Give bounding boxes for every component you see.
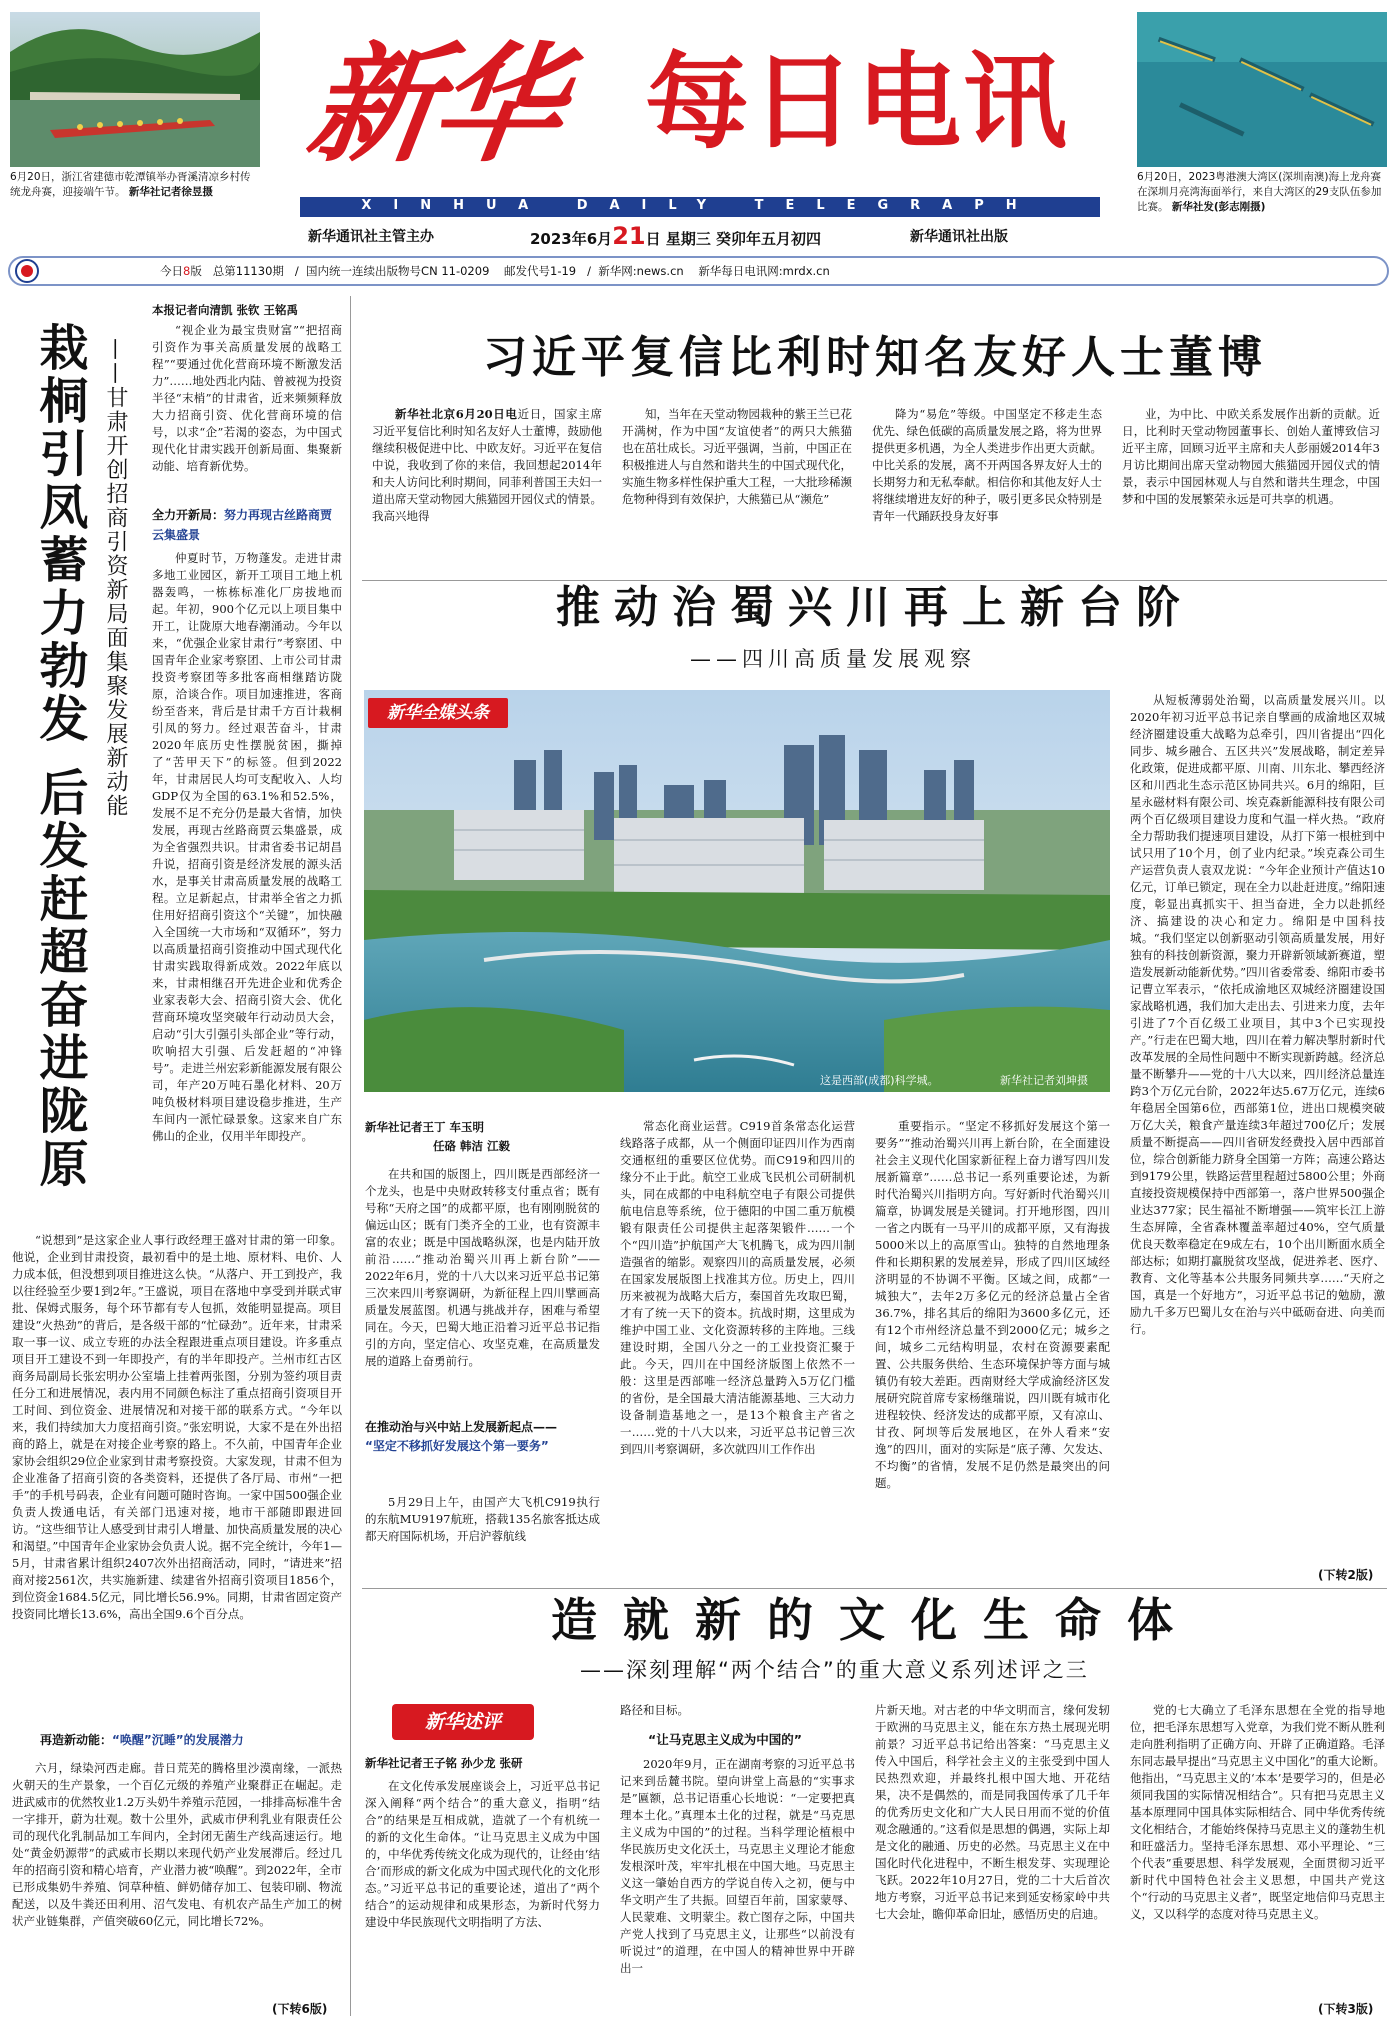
left-story-title: 栽桐引凤蓄力勃发 后发赶超奋进陇原	[32, 322, 90, 1192]
date-prefix: 2023年6月	[530, 230, 613, 248]
logo-english-band: XINHUA DAILY TELEGRAPH	[300, 197, 1100, 217]
left-section2-label: 再造新动能：	[40, 1733, 113, 1747]
cn-number: 国内统一连续出版物号CN 11-0209	[306, 264, 490, 278]
publisher-label: 新华通讯社出版	[910, 229, 1008, 245]
culture-col1-text: 在文化传承发展座谈会上，习近平总书记深入阐释“两个结合”的重大意义，指明“结合”的结果是互相成就，造就了一个有机统一的新的文化生命体。“让马克思主义成为中国的，中华优秀传统文化成为现代的，让经由‘结合’而形成的新文化成为中国式现代化的文化形态。”习近平总书记的重要论述，道出了“两个结合”的运动规律和成果形态，为新时代努力建设中华民族现代文明指明了方法、	[365, 1779, 600, 1929]
date-suffix: 日 星期三 癸卯年五月初四	[645, 230, 822, 248]
culture-col2	[620, 1756, 855, 2014]
culture-jump: (下转3版)	[1318, 2002, 1374, 2016]
left-col1	[152, 322, 342, 502]
sichuan-col1b-text: 5月29日上午，由国产大飞机C919执行的东航MU9197航班，搭载135名旅客抵达成都天府国际机场，开启沪蓉航线	[365, 1495, 600, 1543]
sichuan-col1b	[365, 1494, 600, 1582]
top-col4	[1122, 406, 1380, 576]
newspaper-logo	[300, 20, 1100, 195]
xinhua-emblem-icon	[14, 259, 40, 283]
left-photo-caption	[10, 170, 260, 200]
logo-title: 每日电讯	[645, 41, 1070, 163]
postal-code: 邮发代号1-19	[504, 264, 577, 278]
sichuan-col4-text: 从短板薄弱处治蜀，以高质量发展兴川。以2020年初习近平总书记亲自擘画的成渝地区双城经济圈建设重大战略为总牵引，四川省提出“四化同步、城乡融合、五区共兴”发展战略，制定差异化政策，促进成都平原、川南、川东北、攀西经济区和川西北生态示范区协同共兴。6月的绵阳，巨星永磁材料有限公司、埃克森新能源科技有限公司两个百亿级项目建设力度和气温一样火热。“政府全力帮助我们提速项目建设，从打下第一根桩到中试只用了10个月，创了业内纪录。”埃克森公司生产运营负责人袁双龙说：“今年企业预计产值达10亿元，订单已锁定，现在全力以赴赶进度。”绵阳速度，彰显出真抓实干、担当奋进，全力以赴抓经济、搞建设的决心和定力。绵阳是中国科技城。“我们坚定以创新驱动引领高质量发展，用好独有的科技创新资源，聚力开辟新领域新赛道，塑造发展新动能新优势。”四川省委常委、绵阳市委书记曹立军表示，“依托成渝地区双城经济圈建设国家战略机遇，我们加大走出去、引进来力度，去年引进了7个百亿级工业项目，其中3个已实现投产。”行走在巴蜀大地，四川在着力解决掣肘新时代改革发展的全局性问题中不断实现新跨越。经济总量不断攀升——党的十八大以来，四川经济总量连跨3个万亿元台阶，2022年达5.67万亿元，连续6年稳居全国第6位，西部第1位，进出口规模突破万亿大关，粮食产量连续3年超过700亿斤；发展质量不断提高——四川省研发经费投入居中西部首位，综合创新能力跻身全国第一方阵；高速公路达到9179公里，铁路运营里程超过5800公里；外商直接投资规模保持中西部第一，落户世界500强企业达377家；民生福祉不断增强——筑牢长江上游生态屏障，全省森林覆盖率超过40%，空气质量优良天数率稳定在9成左右，10个出川断面水质全部达标；如期打赢脱贫攻坚战，促进养老、医疗、教育、文化等基本公共服务同频共享……“天府之国，真是一个好地方”，习近平总书记的勉励，激励九千多万巴蜀儿女在治与兴中砥砺奋进、向美而行。	[1130, 693, 1385, 1336]
culture-title: 造就新的文化生命体	[551, 1593, 1199, 1647]
issue-date	[530, 222, 821, 250]
left-caption-text: 6月20日，浙江省建德市乾潭镇举办胥溪清凉乡村传统龙舟赛，迎接端午节。	[10, 171, 251, 198]
culture-col4	[1130, 1702, 1385, 1998]
sichuan-col3-text: 重要指示。“坚定不移抓好发展这个第一要务”“推动治蜀兴川再上新台阶，在全面建设社会主义现代化国家新征程上奋力谱写四川发展新篇章”……总书记一系列重要论述，为新时代治蜀兴川指明方向。写好新时代治蜀兴川篇章，协调发展是关键词。打开地形图，四川一省之内既有一马平川的成都平原，又有海拔5000米以上的高原雪山。独特的自然地理条件和长期积累的发展差异，形成了四川区域经济明显的不协调不平衡。区域之间，成都“一城独大”，去年2万多亿元的经济总量占全省36.7%，排名其后的绵阳为3600多亿元，还有12个市州经济总量不到2000亿元；城乡之间，城乡二元结构明显，农村在资源要素配置、公共服务供给、生态环境保护等方面与城镇仍有较大差距。西南财经大学成渝经济区发展研究院首席专家杨继瑞说，四川既有城市化进程较快、经济发达的成都平原，又有凉山、甘孜、阿坝等后发展地区，在外人看来“安逸”的四川，面对的实际是“底子薄、欠发达、不均衡”的省情，发展不足仍然是最突出的问题。	[875, 1119, 1110, 1490]
culture-byline: 新华社记者王子铭 孙少龙 张研	[365, 1756, 523, 1770]
today-pages: 8	[183, 264, 191, 278]
sichuan-science-city-photo	[364, 690, 1110, 1092]
top-col1	[372, 406, 602, 576]
sichuan-col1	[365, 1166, 600, 1412]
culture-col3	[875, 1702, 1110, 2014]
top-col1-text: 近日，国家主席习近平复信比利时知名友好人士董博，鼓励他继续积极促进中比、中欧友好。习近平在复信中说，我收到了你的来信，我回想起2014年和夫人访问比利时期间，同菲利普国王夫妇一道出席天堂动物园大熊猫园开园仪式的情景。我高兴地得	[372, 407, 602, 523]
culture-col2-text: 2020年9月，正在湖南考察的习近平总书记来到岳麓书院。望向讲堂上高悬的“实事求是”匾额，总书记语重心长地说：“一定要把真理本土化。”真理本土化的过程，就是“马克思主义成为中国的”的过程。当科学理论植根中华民族历史文化沃土，马克思主义理论才能愈发根深叶茂，牢牢扎根在中国大地。马克思主义这一肇始自西方的学说自传入之初，便与中华文明产生了共振。回望百年前，国家蒙辱、人民蒙难、文明蒙尘。救亡图存之际，中国共产党人找到了马克思主义，让那些“以前没有听说过”的道理，在中国人的精神世界中开辟出一	[620, 1757, 855, 1975]
sichuan-byline	[365, 1118, 510, 1156]
sichuan-jump: (下转2版)	[1318, 1568, 1374, 1582]
logo-calligraphy: 新华	[299, 30, 569, 180]
info-bar	[8, 256, 1389, 286]
top-dateline: 新华社北京6月20日电	[395, 407, 518, 421]
culture-tag: 新华述评	[392, 1704, 534, 1740]
left-col3	[12, 1232, 342, 1722]
left-col2-text: 仲夏时节，万物蓬发。走进甘肃多地工业园区，新开工项目工地上机器轰鸣，一栋栋标准化厂房拔地而起。年初，900个亿元以上项目集中开工，让陇原大地春潮涌动。今年以来，“优强企业家甘肃行”考察团、中国青年企业家考察团、上市公司甘肃投资考察团等多批客商相继踏访陇原，洽谈合作。项目加速推进，客商纷至沓来，背后是甘肃千方百计栽桐引凤的努力。经过艰苦奋斗，甘肃2020年底历史性摆脱贫困，撕掉了“苦甲天下”的标签。但到2022年，甘肃居民人均可支配收入、人均GDP仅为全国的63.1%和52.5%，发展不足不充分仍是最大省情，加快发展，再现古丝路商贾云集盛景，成为全省强烈共识。甘肃省委书记胡昌升说，招商引资是经济发展的源头活水，是事关甘肃高质量发展的战略工程。立足新起点，甘肃举全省之力抓住用好招商引资这个“关键”，加快融入全国统一大市场和“双循环”，努力以高质量招商引资推动中国式现代化甘肃实践取得新成效。2022年底以来，甘肃相继召开先进企业和优秀企业家表彰大会、招商引资大会、优化营商环境攻坚突破年行动动员大会，启动“引大引强引头部企业”等行动，吹响招大引强、后发赶超的“冲锋号”。走进兰州宏彩新能源发展有限公司，年产20万吨石墨化材料、20万吨负极材料项目建设稳步推进，生产车间内一派忙碌景象。这家来自广东佛山的企业，仅用半年即投产。	[152, 551, 342, 1143]
sichuan-sec-label: 在推动治与兴中站上发展新起点——	[365, 1420, 558, 1434]
left-section1-head	[152, 505, 342, 545]
top-col4-text: 业，为中比、中欧关系发展作出新的贡献。近日，比利时天堂动物园董事长、创始人董博致信习近平主席，回顾习近平主席和夫人彭丽媛2014年3月访比期间出席天堂动物园大熊猫园开园仪式的情景，表示中国园林观人与自然和谐共生理念，中国梦和中国的发展繁荣永远是可共享的机遇。	[1122, 407, 1380, 506]
photo-caption: 这是西部(成都)科学城。	[820, 1074, 939, 1087]
left-section2-sub: “唤醒”沉睡”的发展潜力	[112, 1733, 244, 1747]
culture-subtitle: ——深刻理解“两个结合”的重大意义系列述评之三	[580, 1658, 1089, 1682]
left-col1-text: “视企业为最宝贵财富”“把招商引资作为事关高质量发展的战略工程”“要通过优化营商环境不断激发活力”……地处西北内陆、曾被视为投资半径“末梢”的甘肃省，近来频频释放大力招商引资、优化营商环境的信号，以求“企”若渴的姿态，为中国式现代化甘肃实践开创新局面、集聚新动能、培育新优势。	[152, 323, 342, 473]
sichuan-sec-sub: “坚定不移抓好发展这个第一要务”	[365, 1439, 549, 1453]
culture-col2-head-text: 路径和目标。	[620, 1703, 689, 1717]
left-col2	[152, 550, 342, 1230]
sichuan-col4	[1130, 692, 1385, 1564]
sichuan-title: 推动治蜀兴川再上新台阶	[556, 582, 1194, 633]
host-label: 新华通讯社主管主办	[308, 229, 434, 245]
left-col3-text: “说想到”是这家企业人事行政经理王盛对甘肃的第一印象。他说，企业到甘肃投资，最初看中的是土地、原材料、电价、人力成本低，但没想到项目推进这么快。“从落户、开工到投产，我以往经验至少要1到2年。”王盛说，项目在落地中享受到并联式审批、保姆式服务，每个环节都有专人包抓，效能明显提高。项目建设“火热劲”的背后，是各级干部的“忙碌劲”。近年来，甘肃采取一事一议、成立专班的办法全程跟进重点项目建设。许多重点项目开工建设不到一年即投产，有的半年即投产。兰州市红古区商务局副局长张宏明办公室墙上挂着两张图，分别为签约项目责任分工和进展情况，表内用不同颜色标注了重点招商引资项目开工时间、到位资金、进展情况和对接干部的联系方式。“今年以来，我们持续加大力度招商引资。”张宏明说，大家不是在外出招商的路上，就是在对接企业考察的路上。不久前，中国青年企业家协会组织29位企业家到甘肃考察投资。大家发现，甘肃不但为企业准备了招商引资的各类资料，还提供了各厅局、市州“一把手”的手机号码表，企业有问题可随时咨询。一家中国500强企业负责人拨通电话，有关部门迅速对接，地市干部随即跟进回访。“这些细节让人感受到甘肃引人增量、加快高质量发展的决心和渴望。”中国青年企业家协会负责人说。据不完全统计，今年1—5月，甘肃省累计组织2407次外出招商活动，同时，“请进来”招商对接2561次，共实施新建、续建省外招商引资项目1856个，到位资金1684.5亿元，同比增长56.9%。同期，甘肃省固定资产投资同比增长13.6%，高出全国9.6个百分点。	[12, 1233, 342, 1621]
right-caption-text: 6月20日，2023粤港澳大湾区(深圳南澳)海上龙舟赛在深圳月亮湾海面举行，来自大湾区的29支队伍参加比赛。	[1137, 171, 1382, 213]
today-prefix: 今日	[160, 264, 183, 278]
left-jump: (下转6版)	[272, 2002, 328, 2016]
top-col3	[872, 406, 1102, 576]
right-photo-caption	[1137, 170, 1387, 215]
date-day: 21	[612, 222, 646, 250]
sichuan-subtitle: ——四川高质量发展观察	[690, 647, 976, 671]
culture-col1	[365, 1778, 600, 2014]
left-col4-text: 六月，绿染河西走廊。昔日荒芜的腾格里沙漠南缘，一派热火朝天的生产景象，一个百亿元级的养殖产业聚群正在崛起。走进武威市的优然牧业1.2万头奶牛养殖示范园，一排排高标准牛舍一字排开，蔚为壮观。数十公里外，武威市伊利乳业有限责任公司的现代化乳制品加工车间内，全封闭无菌生产线高速运行。地处“黄金奶源带”的武威市长期以来现代奶产业发展滞后。经过几年的招商引资和精心培育，产业潜力被“唤醒”。到2022年，全市已形成集奶牛养殖、饲草种植、鲜奶储存加工、包装印刷、物流配送，以及牛粪还田利用、沼气发电、有机农产品生产加工的树状产业链集群，产值突破60亿元，同比增长72%。	[12, 1761, 342, 1928]
left-section1-label: 全力开新局：	[152, 508, 225, 522]
sichuan-col2	[620, 1118, 855, 1582]
top-story-title: 习近平复信比利时知名友好人士董博	[483, 332, 1267, 383]
sichuan-divider	[362, 1588, 1387, 1589]
issue-number: 总第11130期	[212, 264, 284, 278]
sichuan-col1-text: 在共和国的版图上，四川既是西部经济一个龙头，也是中央财政转移支付重点省；既有号称“天府之国”的成都平原，也有刚刚脱贫的偏远山区；既有门类齐全的工业，也有资源丰富的农业；既是中国战略纵深，也是内陆开放前沿……“推动治蜀兴川再上新台阶”——2022年6月，党的十八大以来习近平总书记第三次来四川考察调研，为新征程上四川擘画高质量发展蓝图。机遇与挑战并存，困难与希望同在。今天，巴蜀大地正沿着习近平总书记指引的方向，坚定信心、攻坚克难，在高质量发展的道路上奋勇前行。	[365, 1167, 600, 1368]
right-caption-credit: 新华社发(彭志刚摄)	[1171, 201, 1266, 213]
left-section1-sub: 努力再现古丝路商贾云集盛景	[152, 508, 333, 542]
app-link[interactable]: 新华每日电讯网:mrdx.cn	[698, 264, 830, 278]
today-suffix: 版	[190, 264, 202, 278]
left-col4	[12, 1760, 342, 2000]
photo-credit: 新华社记者刘坤摄	[1000, 1074, 1088, 1087]
sichuan-tag: 新华全媒头条	[368, 698, 508, 728]
culture-col4-text: 党的七大确立了毛泽东思想在全党的指导地位，把毛泽东思想写入党章，为我们党不断从胜利走向胜利指明了正确方向、开辟了正确道路。毛泽东同志最早提出“马克思主义中国化”的重大论断。他指出，“马克思主义的‘本本’是要学习的，但是必须同我国的实际情况相结合”。只有把马克思主义基本原理同中国具体实际相结合、同中华优秀传统文化相结合，才能始终保持马克思主义的蓬勃生机和旺盛活力。坚持毛泽东思想、邓小平理论、“三个代表”重要思想、科学发展观，全面贯彻习近平新时代中国特色社会主义思想，中国共产党这个“行动的马克思主义者”，既坚定地信仰马克思主义，又以科学的态度对待马克思主义。	[1130, 1703, 1385, 1921]
left-byline: 本报记者向清凯 张钦 王铭禹	[152, 303, 299, 317]
sichuan-section-head	[365, 1418, 600, 1456]
sichuan-col2-text: 常态化商业运营。C919首条常态化运营线路落子成都，从一个侧面印证四川作为西南交通枢纽的重要区位优势。而C919和四川的缘分不止于此。航空工业成飞民机公司研制机头，同在成都的中电科航空电子有限公司提供航电信息等系统，位于德阳的中国二重万航模锻有限责任公司提供主起落架锻件……一个个“四川造”护航国产大飞机腾飞，成为四川制造强省的缩影。观察四川的高质量发展，必须在国家发展版图上找准其方位。历史上，四川历来被视为战略大后方，秦国首先攻取巴蜀，才有了统一天下的资本。抗战时期，这里成为维护中国工业、文化资源转移的主阵地。三线建设时期，全国八分之一的工业投资汇聚于此。今天，四川在中国经济版图上依然不一般：这里是西部唯一经济总量跨入5万亿门槛的省份，是全国最大清洁能源基地、三大动力设备制造基地之一，是13个粮食主产省之一……党的十八大以来，习近平总书记曾三次到四川考察调研，多次就四川工作作出	[620, 1119, 855, 1456]
culture-col2-section: “让马克思主义成为中国的”	[648, 1732, 802, 1747]
column-divider	[350, 296, 351, 2016]
left-section2-head	[40, 1730, 340, 1750]
sichuan-byline-1: 新华社记者王丁 车玉明	[365, 1120, 485, 1134]
culture-col2-head	[620, 1702, 855, 1722]
left-story-subtitle: ——甘肃开创招商引资新局面集聚发展新动能	[103, 338, 128, 818]
sichuan-byline-2: 任硌 韩洁 江毅	[433, 1139, 511, 1153]
left-dragonboat-photo	[10, 12, 260, 167]
left-caption-credit: 新华社记者徐昱摄	[128, 186, 213, 198]
top-col2-text: 知，当年在天堂动物园栽种的紫王兰已花开满树，作为中国“友谊使者”的两只大熊猫也在茁壮成长。习近平强调，当前，中国正在积极推进人与自然和谐共生的中国式现代化，实施生物多样性保护重大工程，一大批珍稀濒危物种得到有效保护，大熊猫已从“濒危”	[622, 407, 852, 506]
website-link[interactable]: 新华网:news.cn	[598, 264, 684, 278]
right-dragonboat-photo	[1137, 12, 1387, 167]
top-col2	[622, 406, 852, 576]
sichuan-col3	[875, 1118, 1110, 1582]
top-col3-text: 降为“易危”等级。中国坚定不移走生态优先、绿色低碳的高质量发展之路，将为世界提供更多机遇，为全人类进步作出更大贡献。中比关系的发展，离不开两国各界友好人士的长期努力和无私奉献。相信你和其他友好人士将继续增进友好的种子，吸引更多民众特别是青年一代踊跃投身友好事	[872, 407, 1102, 523]
info-bar-text: 今日8版 总第11130期 / 国内统一连续出版物号CN 11-0209 邮发代号1-19 / 新华网:news.cn 新华每日电讯网:mrdx.cn	[160, 264, 830, 278]
culture-col3-text: 片新天地。对古老的中华文明而言，缘何发轫于欧洲的马克思主义，能在东方热土展现光明前景？习近平总书记给出答案：“马克思主义传入中国后，科学社会主义的主张受到中国人民热烈欢迎，并最终扎根中国大地、开花结果，决不是偶然的，而是同我国传承了几千年的优秀历史文化和广大人民日用而不觉的价值观念融通的。”这看似是思想的偶遇，实际上却是文化的融通、历史的必然。马克思主义在中国化时代化进程中，不断生根发芽、实现理论飞跃。2022年10月27日，党的二十大后首次地方考察，习近平总书记来到延安杨家岭中共七大会址，瞻仰革命旧址，感悟历史的启迪。	[875, 1703, 1110, 1921]
